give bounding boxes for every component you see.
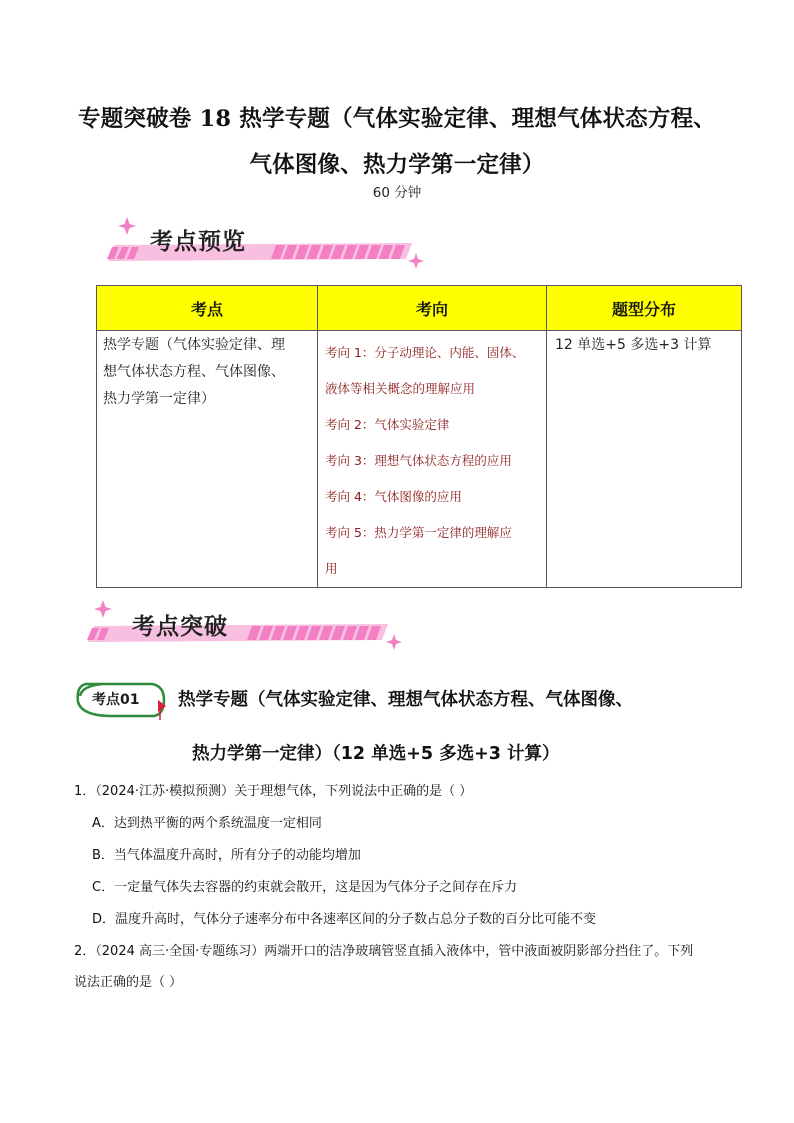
- section-title-line-1: 热学专题（气体实验定律、理想气体状态方程、气体图像、: [178, 690, 633, 710]
- direction-line: 考向 4：气体图像的应用: [325, 489, 462, 504]
- section-title-line-2: 热力学第一定律）（12 单选+5 多选+3 计算）: [192, 744, 560, 764]
- question-2-stem-line-2: 说法正确的是（ ）: [74, 975, 183, 990]
- ribbon-preview-label: 考点预览: [150, 229, 246, 255]
- question-1-option-b: B．当气体温度升高时，所有分子的动能均增加: [92, 848, 361, 863]
- title-line-2: 气体图像、热力学第一定律）: [249, 152, 545, 178]
- direction-line: 考向 2：气体实验定律: [325, 417, 450, 432]
- direction-line: 考向 1：分子动理论、内能、固体、: [325, 345, 525, 360]
- direction-cell: [318, 331, 547, 588]
- topic-line: 热力学第一定律）: [103, 391, 215, 407]
- sparkle-icon: [386, 634, 402, 650]
- question-1-option-c: C．一定量气体失去容器的约束就会散开，这是因为气体分子之间存在斥力: [92, 880, 518, 895]
- direction-line: 考向 5：热力学第一定律的理解应: [325, 525, 512, 540]
- table-header-row: [97, 286, 742, 331]
- ribbon-breakthrough: [84, 598, 414, 660]
- sparkle-icon: [94, 600, 112, 618]
- badge-label: 考点01: [92, 692, 140, 708]
- question-2-stem-line-1: 2．（2024 高三·全国·专题练习）两端开口的洁净玻璃管竖直插入液体中，管中液面被阴影部分挡住了。下列: [74, 944, 694, 959]
- topic-line: 想气体状态方程、气体图像、: [103, 364, 285, 380]
- duration-text: 60 分钟: [372, 185, 422, 201]
- header-distribution: 题型分布: [547, 286, 742, 331]
- document-title: [40, 96, 754, 188]
- topic-cell: [97, 331, 318, 588]
- direction-line: 用: [325, 561, 338, 576]
- header-direction: 考向: [318, 286, 547, 331]
- overview-table: [96, 285, 742, 588]
- direction-line: 液体等相关概念的理解应用: [325, 381, 476, 396]
- question-1-option-a: A．达到热平衡的两个系统温度一定相同: [92, 816, 322, 831]
- table-row: [97, 331, 742, 588]
- distribution-cell: 12 单选+5 多选+3 计算: [547, 331, 742, 588]
- ribbon-breakthrough-label: 考点突破: [132, 614, 228, 640]
- question-1-option-d: D．温度升高时，气体分子速率分布中各速率区间的分子数占总分子数的百分比可能不变: [92, 912, 597, 927]
- sparkle-icon: [118, 217, 136, 235]
- topic-line: 热学专题（气体实验定律、理: [103, 337, 285, 353]
- sparkle-icon: [408, 253, 424, 269]
- title-line-1: 专题突破卷 18 热学专题（气体实验定律、理想气体状态方程、: [78, 106, 716, 132]
- ribbon-preview: [100, 215, 430, 277]
- direction-line: 考向 3：理想气体状态方程的应用: [325, 453, 512, 468]
- header-topic: 考点: [97, 286, 318, 331]
- section-badge: [72, 678, 172, 722]
- question-1-stem: 1．（2024·江苏·模拟预测）关于理想气体，下列说法中正确的是（ ）: [74, 784, 473, 799]
